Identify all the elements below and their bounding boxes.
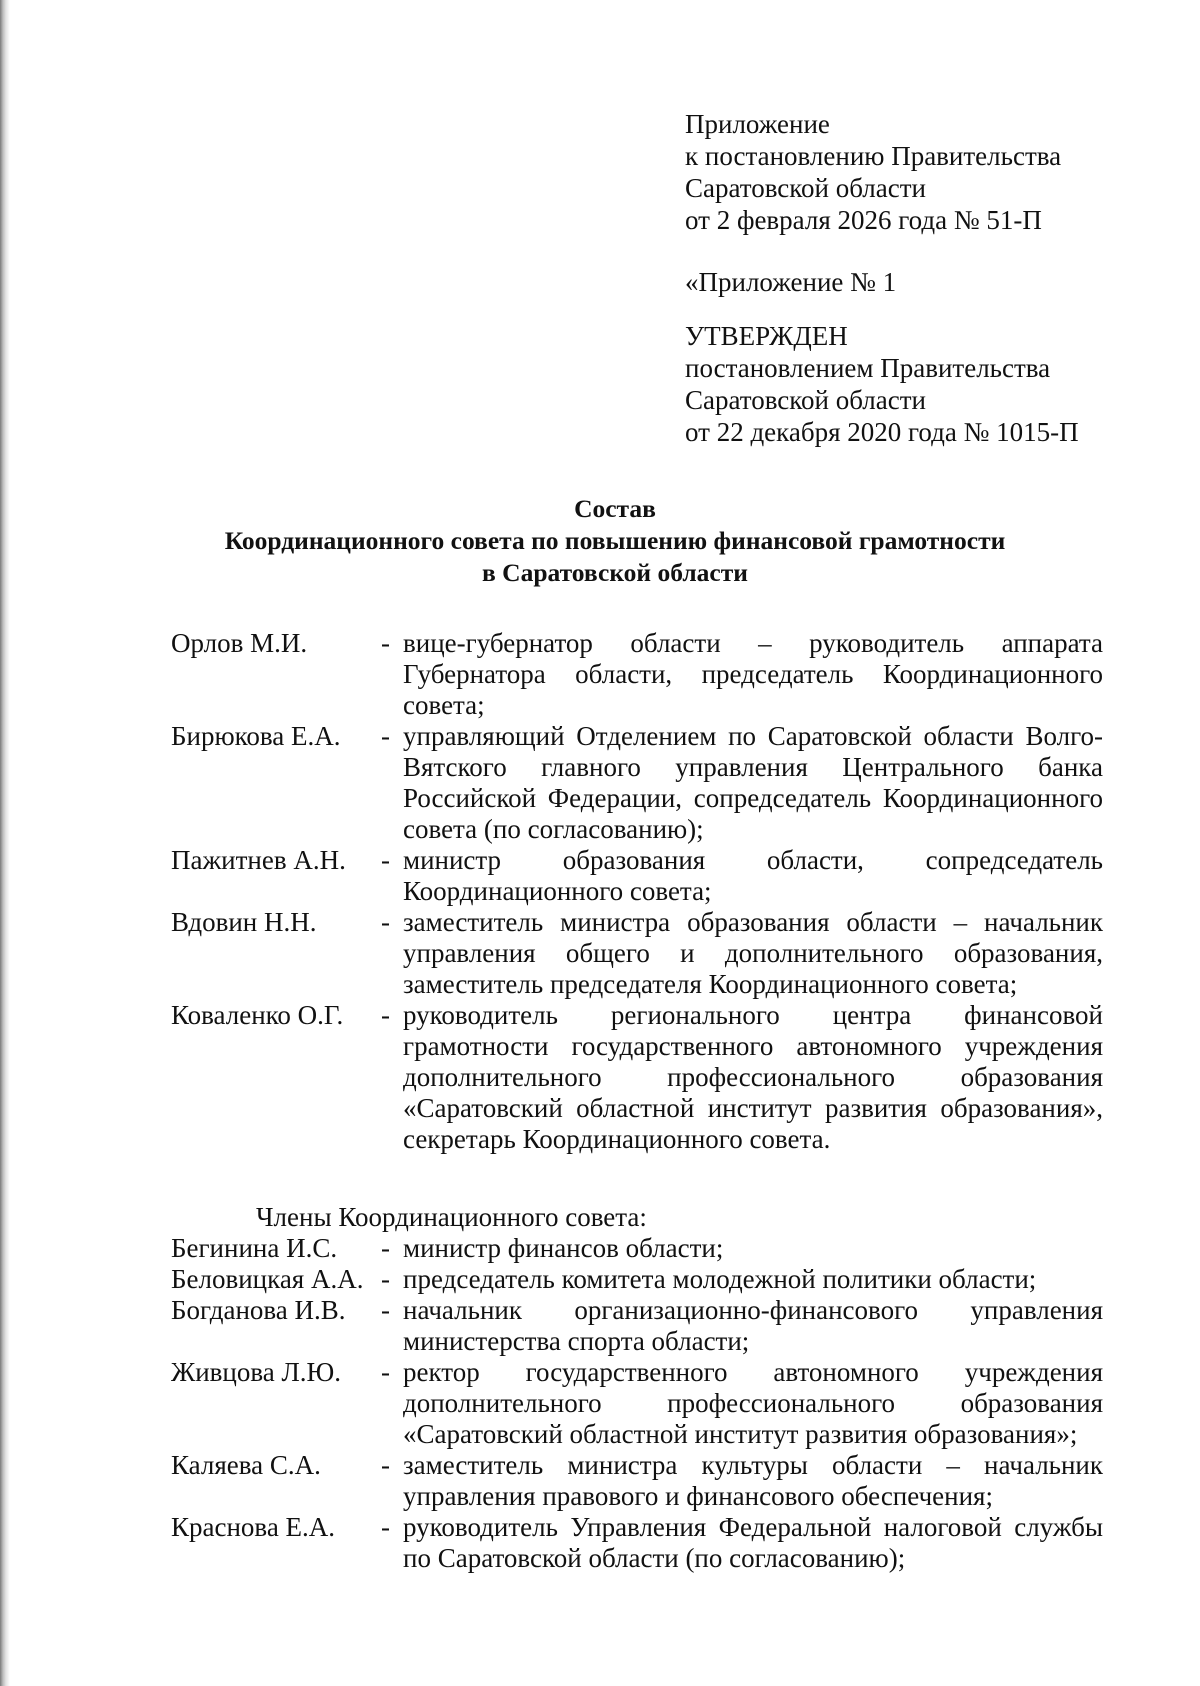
dash: - bbox=[381, 1357, 390, 1387]
spacer bbox=[685, 298, 1125, 320]
list-item bbox=[171, 721, 1103, 845]
document-title bbox=[150, 493, 1080, 589]
appendix-line: от 22 декабря 2020 года № 1015-П bbox=[685, 417, 1079, 447]
dash: - bbox=[381, 1450, 390, 1480]
person-role: министр образования области, сопредседатель Координационного совета; bbox=[403, 845, 1103, 906]
person-role: заместитель министра образования области – начальник управления общего и дополнительного образования, заместитель председателя Координационного совета; bbox=[403, 907, 1103, 999]
appendix-line: постановлением Правительства bbox=[685, 353, 1051, 383]
appendix-line: Саратовской области bbox=[685, 173, 926, 203]
dash: - bbox=[381, 1000, 390, 1030]
list-item bbox=[171, 1450, 1103, 1512]
appendix-line: Приложение bbox=[685, 109, 830, 139]
person-role: руководитель Управления Федеральной налоговой службы по Саратовской области (по согласованию); bbox=[403, 1512, 1103, 1573]
dash: - bbox=[381, 721, 390, 751]
person-role: министр финансов области; bbox=[403, 1233, 724, 1263]
leadership-list bbox=[171, 628, 1103, 1155]
dash: - bbox=[381, 628, 390, 658]
spacer bbox=[685, 236, 1125, 266]
person-role: руководитель регионального центра финансовой грамотности государственного автономного учреждения дополнительного профессионального образования «Саратовский областной институт развития образования», секретарь Координационного совета. bbox=[403, 1000, 1103, 1154]
list-item bbox=[171, 845, 1103, 907]
appendix-line: к постановлению Правительства bbox=[685, 141, 1062, 171]
scan-edge-shadow bbox=[0, 0, 10, 1686]
list-item bbox=[171, 1000, 1103, 1155]
person-name: Богданова И.В. bbox=[171, 1295, 346, 1325]
person-role: ректор государственного автономного учреждения дополнительного профессионального образования «Саратовский областной институт развития образования»; bbox=[403, 1357, 1103, 1449]
person-name: Бегинина И.С. bbox=[171, 1233, 338, 1263]
person-role: заместитель министра культуры области – начальник управления правового и финансового обеспечения; bbox=[403, 1450, 1103, 1511]
dash: - bbox=[381, 1264, 390, 1294]
person-name: Коваленко О.Г. bbox=[171, 1000, 344, 1030]
person-name: Орлов М.И. bbox=[171, 628, 308, 658]
person-role: вице-губернатор области – руководитель аппарата Губернатора области, председатель Координационного совета; bbox=[403, 628, 1103, 720]
dash: - bbox=[381, 1295, 390, 1325]
title-line: Состав bbox=[574, 494, 656, 523]
members-heading: Члены Координационного совета: bbox=[256, 1202, 647, 1232]
appendix-header bbox=[685, 108, 1125, 448]
appendix-line: «Приложение № 1 bbox=[685, 267, 897, 297]
dash: - bbox=[381, 1512, 390, 1542]
appendix-line: Саратовской области bbox=[685, 385, 926, 415]
person-name: Живцова Л.Ю. bbox=[171, 1357, 342, 1387]
dash: - bbox=[381, 845, 390, 875]
list-item bbox=[171, 907, 1103, 1000]
title-line: Координационного совета по повышению финансовой грамотности bbox=[224, 526, 1006, 555]
dash: - bbox=[381, 1233, 390, 1263]
approved-line: УТВЕРЖДЕН bbox=[685, 321, 848, 351]
members-list bbox=[171, 1233, 1103, 1574]
person-name: Каляева С.А. bbox=[171, 1450, 321, 1480]
list-item bbox=[171, 1233, 1103, 1264]
list-item bbox=[171, 1512, 1103, 1574]
list-item bbox=[171, 1264, 1103, 1295]
person-name: Пажитнев А.Н. bbox=[171, 845, 346, 875]
person-name: Бирюкова Е.А. bbox=[171, 721, 341, 751]
list-item bbox=[171, 1357, 1103, 1450]
list-item bbox=[171, 628, 1103, 721]
person-role: начальник организационно-финансового управления министерства спорта области; bbox=[403, 1295, 1103, 1356]
person-name: Вдовин Н.Н. bbox=[171, 907, 317, 937]
person-role: управляющий Отделением по Саратовской области Волго-Вятского главного управления Центрального банка Российской Федерации, сопредседатель Координационного совета (по согласованию); bbox=[403, 721, 1103, 844]
list-item bbox=[171, 1295, 1103, 1357]
person-name: Беловицкая А.А. bbox=[171, 1264, 364, 1294]
person-role: председатель комитета молодежной политики области; bbox=[403, 1264, 1037, 1294]
dash: - bbox=[381, 907, 390, 937]
person-name: Краснова Е.А. bbox=[171, 1512, 336, 1542]
title-line: в Саратовской области bbox=[482, 558, 748, 587]
appendix-line: от 2 февраля 2026 года № 51-П bbox=[685, 205, 1042, 235]
